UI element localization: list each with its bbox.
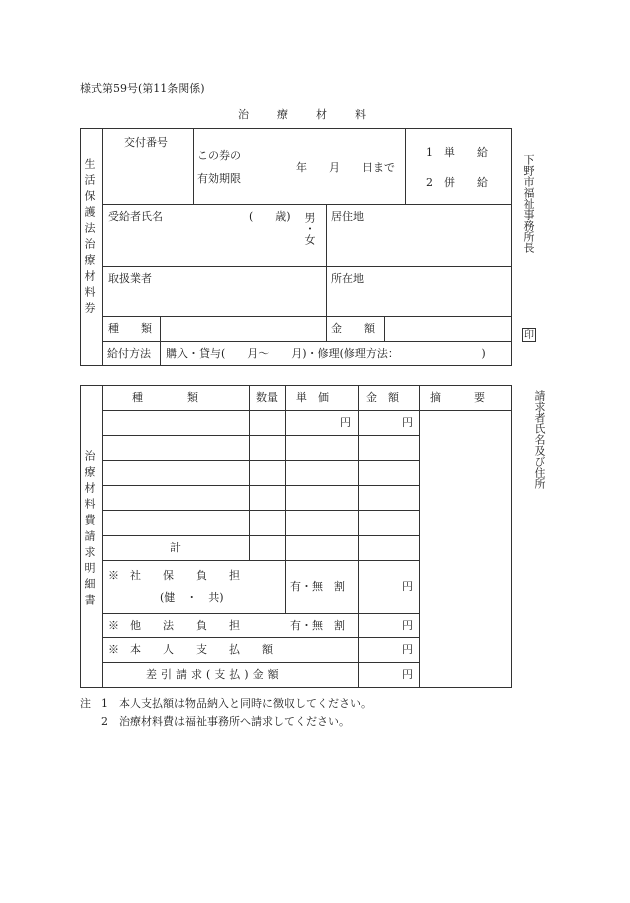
form-title: 治 療 材 料 <box>238 108 368 121</box>
sex-field: 男・女 <box>303 212 316 245</box>
form-number: 様式第59号(第11条関係) <box>80 82 205 95</box>
claimant-label <box>516 390 550 489</box>
yen-unit: 円 <box>402 580 413 593</box>
social-insurance-label: ※ 社 保 負 担 <box>108 569 240 582</box>
note-2: 2 治療材料費は福祉事務所へ請求してください。 <box>101 715 350 728</box>
note-1: 1 本人支払額は物品納入と同時に徴収してください。 <box>101 697 372 710</box>
address-label: 所在地 <box>331 272 364 285</box>
issuer-name: 下野市福祉事務所長 <box>522 154 535 253</box>
seal-mark: 印 <box>524 330 534 341</box>
self-pay-label: ※ 本 人 支 払 額 <box>108 643 273 656</box>
issue-number-label: 交付番号 <box>124 136 168 149</box>
validity-label-1: この券の <box>197 149 241 162</box>
kind-label: 種 類 <box>108 322 152 335</box>
handler-label: 取扱業者 <box>108 272 152 285</box>
ticket-side-title: 生活保護法治療材料券 <box>83 158 96 318</box>
validity-date: 年 月 日まで <box>296 161 395 174</box>
header-qty: 数量 <box>256 391 278 404</box>
method-text: 購入・貸与( 月〜 月)・修理(修理方法： ) <box>166 347 486 360</box>
header-unit-price: 単 価 <box>296 391 329 404</box>
amount-label: 金 額 <box>331 322 375 335</box>
option-single: 1 単 給 <box>426 146 488 159</box>
yen-unit: 円 <box>402 416 413 429</box>
method-label: 給付方法 <box>107 347 151 360</box>
net-claim-label: 差引請求(支払)金額 <box>146 668 283 681</box>
discount-option: 有・無 割 <box>290 580 345 593</box>
other-law-label: ※ 他 法 負 担 <box>108 619 240 632</box>
option-combined: 2 併 給 <box>426 176 488 189</box>
yen-unit: 円 <box>340 416 351 429</box>
yen-unit: 円 <box>402 668 413 681</box>
ticket-side-divider <box>102 128 103 366</box>
residence-label: 居住地 <box>331 210 364 223</box>
total-label: 計 <box>170 541 181 554</box>
header-amount: 金 額 <box>366 391 399 404</box>
notes-label: 注 <box>80 697 91 710</box>
yen-unit: 円 <box>402 643 413 656</box>
validity-label-2: 有効期限 <box>197 172 241 185</box>
header-kind: 種 類 <box>132 391 198 404</box>
invoice-side-title: 治療材料費請求明細書 <box>83 450 96 610</box>
discount-option: 有・無 割 <box>290 619 345 632</box>
header-remarks: 摘 要 <box>430 391 485 404</box>
social-insurance-type: (健 ・ 共) <box>160 591 224 604</box>
recipient-label: 受給者氏名 <box>108 210 163 223</box>
yen-unit: 円 <box>402 619 413 632</box>
claimant-text: 請求者氏名及び住所 <box>533 390 546 489</box>
age-field: ( 歳) <box>249 210 291 223</box>
